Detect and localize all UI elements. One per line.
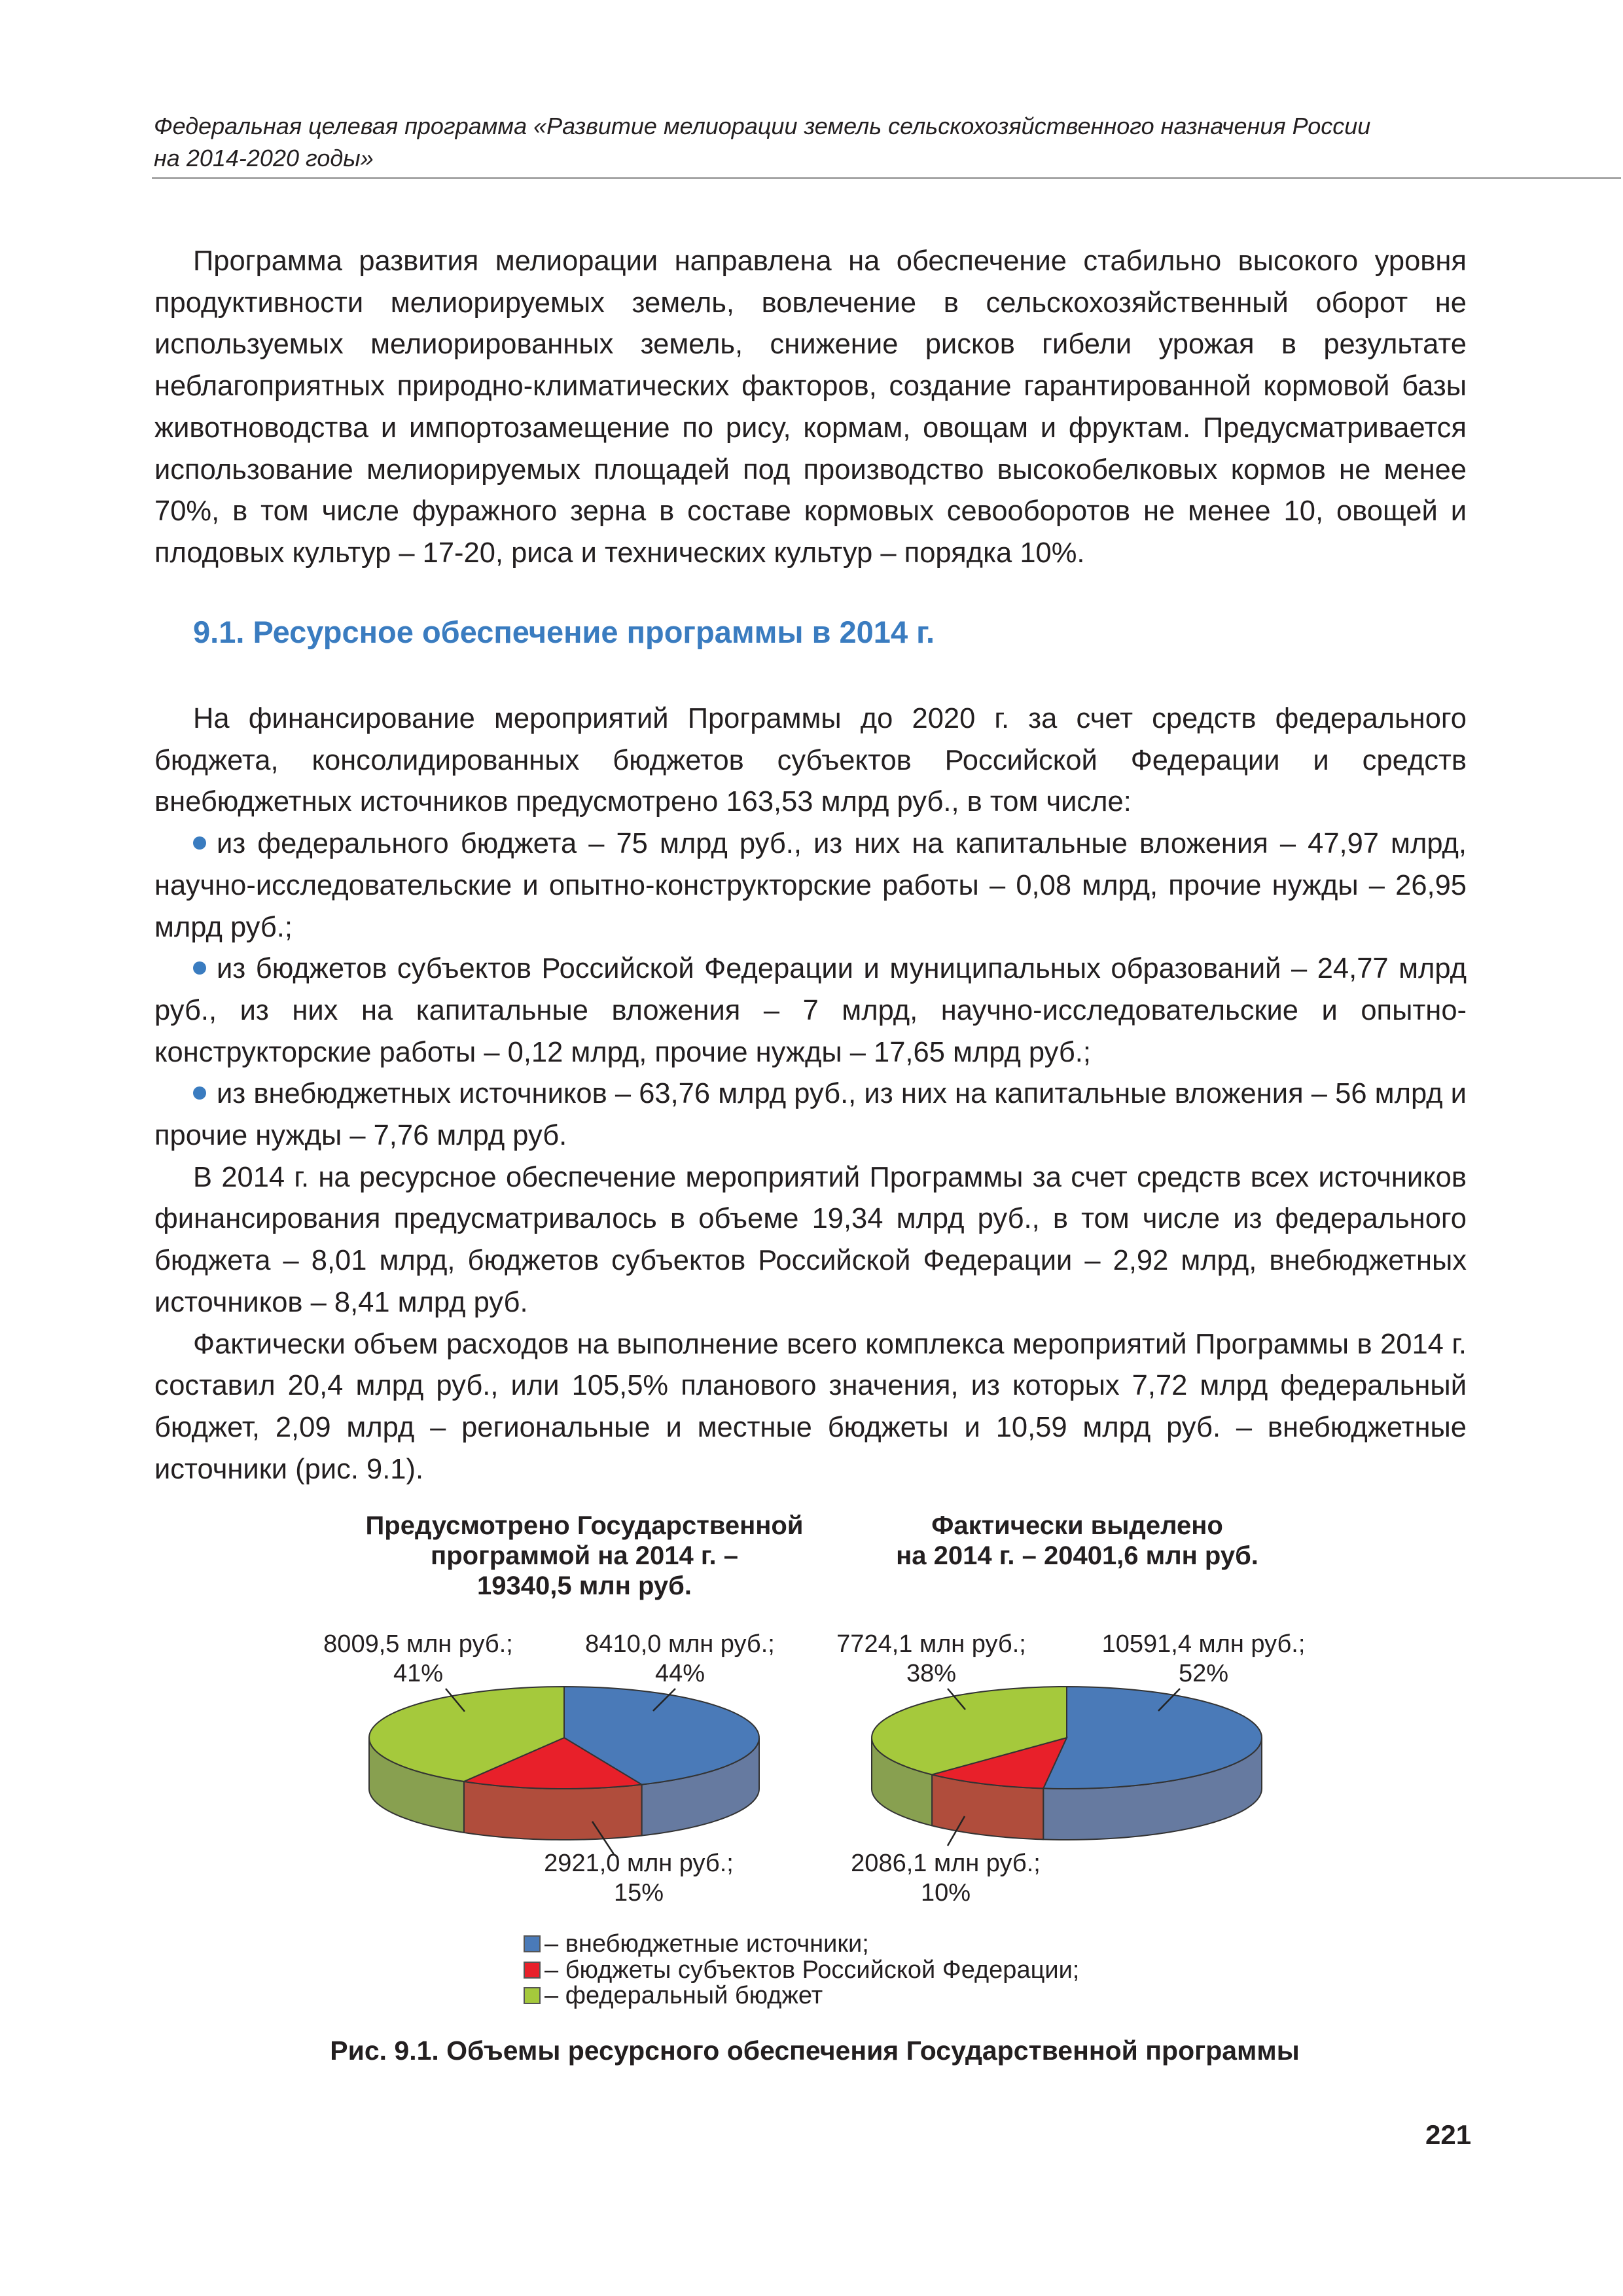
- legend-label: – бюджеты субъектов Российской Федерации;: [544, 1956, 1080, 1984]
- chart-title-line: Предусмотрено Государственной: [365, 1511, 804, 1540]
- data-label: 8410,0 млн руб.; 44%: [585, 1630, 775, 1687]
- bullet-text: из бюджетов субъектов Российской Федерации и муниципальных образований – 24,77 млрд руб., из них на капитальные вложения – 7 млрд, научно-исследовательские и опытно-конструкторские работы – 0,12 млрд, прочие нужды – 17,65 млрд руб.;: [154, 953, 1467, 1068]
- legend-item: [524, 1931, 869, 1957]
- intro-paragraph: Программа развития мелиорации направлена на обеспечение стабильно высокого уровня продуктивности мелиорируемых земель, вовлечение в сельскохозяйственный оборот не используемых мелиорированных земель, снижение рисков гибели урожая в результате неблагоприятных природно-климатических факторов, создание гарантированной кормовой базы животноводства и импортозамещение по рису, кормам, овощам и фруктам. Предусматривается использование мелиорируемых площадей под производство высокобелковых кормов не менее 70%, в том числе фуражного зерна в составе кормовых севооборотов не менее 10, овощей и плодовых культур – 17-20, риса и технических культур – порядка 10%.: [154, 245, 1467, 569]
- legend-swatch: [524, 1987, 541, 2004]
- legend-item: [524, 1982, 823, 2009]
- bullet-text: из внебюджетных источников – 63,76 млрд руб., из них на капитальные вложения – 56 млрд и прочие нужды – 7,76 млрд руб.: [154, 1078, 1467, 1152]
- figure-caption: Рис. 9.1. Объемы ресурсного обеспечения Государственной программы: [330, 2036, 1300, 2066]
- data-label: 8009,5 млн руб.; 41%: [323, 1630, 513, 1687]
- paragraph: В 2014 г. на ресурсное обеспечение мероприятий Программы за счет средств всех источников финансирования предусматривалось в объеме 19,34 млрд руб., в том числе из федерального бюджета – 8,01 млрд, бюджетов субъектов Российской Федерации – 2,92 млрд, внебюджетных источников – 8,41 млрд руб.: [154, 1161, 1467, 1318]
- legend-label: – федеральный бюджет: [544, 1982, 823, 2009]
- section-heading: 9.1. Ресурсное обеспечение программы в 2014 г.: [193, 615, 935, 649]
- pie-side-0-1: [464, 1782, 642, 1840]
- data-label: 2921,0 млн руб.; 15%: [544, 1850, 734, 1907]
- paragraph: На финансирование мероприятий Программы до 2020 г. за счет средств федерального бюджета, консолидированных бюджетов субъектов Российской Федерации и средств внебюджетных источников предусмотрено 163,53 млрд руб., в том числе:: [154, 703, 1467, 818]
- legend-item: [524, 1957, 1079, 1983]
- bullet-text: из федерального бюджета – 75 млрд руб., из них на капитальные вложения – 47,97 млрд, научно-исследовательские и опытно-конструкторские работы – 0,08 млрд, прочие нужды – 26,95 млрд руб.;: [154, 828, 1467, 943]
- page-number: 221: [1425, 2119, 1472, 2150]
- data-label: 10591,4 млн руб.; 52%: [1101, 1630, 1306, 1687]
- paragraph: Фактически объем расходов на выполнение всего комплекса мероприятий Программы в 2014 г. составил 20,4 млрд руб., или 105,5% планового значения, из которых 7,72 млрд федеральный бюджет, 2,09 млрд – региональные и местные бюджеты и 10,59 млрд руб. – внебюджетные источники (рис. 9.1).: [154, 1328, 1467, 1485]
- header-line-1: Федеральная целевая программа «Развитие мелиорации земель сельскохозяйственного назначения России: [154, 113, 1371, 139]
- chart-title-line: Фактически выделено: [931, 1511, 1223, 1540]
- data-label: 7724,1 млн руб.; 38%: [836, 1630, 1026, 1687]
- data-label: 2086,1 млн руб.; 10%: [851, 1850, 1041, 1907]
- chart-title-line: программой на 2014 г. –: [431, 1541, 738, 1570]
- legend-swatch: [524, 1962, 541, 1979]
- legend-swatch: [524, 1935, 541, 1952]
- header-line-2: на 2014-2020 годы»: [154, 145, 374, 171]
- chart-title-line: 19340,5 млн руб.: [477, 1571, 692, 1600]
- chart-title-line: на 2014 г. – 20401,6 млн руб.: [896, 1541, 1258, 1570]
- legend-label: – внебюджетные источники;: [544, 1930, 869, 1958]
